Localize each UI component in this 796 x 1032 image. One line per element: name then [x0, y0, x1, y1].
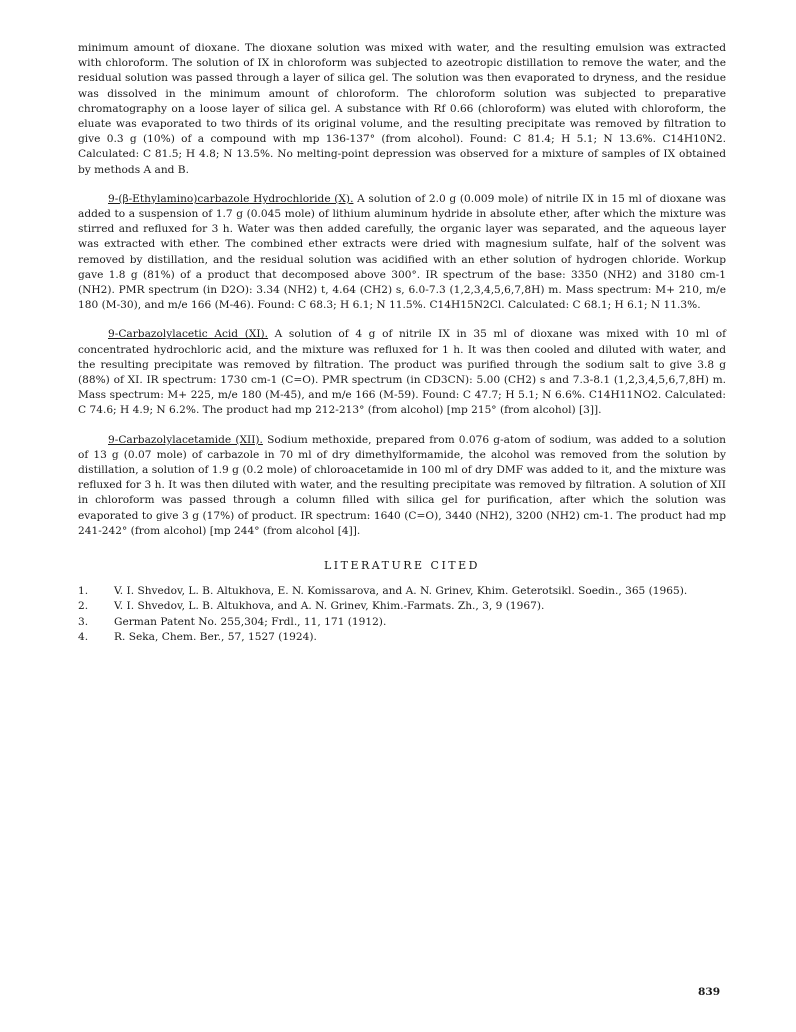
compound-heading: 9-Carbazolylacetic Acid (XI). — [108, 328, 269, 341]
paragraph-text: A solution of 4 g of nitrile IX in 35 ml of dioxane was mixed with 10 ml of concentrated hydrochloric acid, and the mixture was refluxed for 1 h. It was then cooled and diluted with water, and the resulting precipitate was removed by filtration. The product was purified through the sodium salt to give 3.8 g (88%) of XI. IR spectrum: 1730 cm-1 (C=O). PMR spectrum (in CD3CN): 5.00 (CH2) s and 7.3-8.1 (1,2,3,4,5,6,7,8H) m. Mass spectrum: M+ 225, m/e 180 (M-45), and m/e 166 (M-59). Found: C 47.7; H 5.1; N 6.6%. C14H11NO2. Calculated: C 74.6; H 4.9; N 6.2%. The product had mp 212-213° (from alcohol) [mp 215° (from alcohol) [3]]. — [78, 328, 726, 417]
reference-text: R. Seka, Chem. Ber., 57, 1527 (1924). — [114, 630, 317, 643]
paragraph-text: A solution of 2.0 g (0.009 mole) of nitrile IX in 15 ml of dioxane was added to a suspension of 1.7 g (0.045 mole) of lithium aluminum hydride in absolute ether, after which the mixture was stirred and refluxed for 3 h. Water was then added carefully, the organic layer was separated, and the aqueous layer was extracted with ether. The combined ether extracts were dried with magnesium sulfate, half of the solvent was removed by distillation, and the residual solution was acidified with an ether solution of hydrogen chloride. Workup gave 1.8 g (81%) of a product that decomposed above 300°. IR spectrum of the base: 3350 (NH2) and 3180 cm-1 (NH2). PMR spectrum (in D2O): 3.34 (NH2) t, 4.64 (CH2) s, 6.0-7.3 (1,2,3,4,5,6,7,8H) m. Mass spectrum: M+ 210, m/e 180 (M-30), and m/e 166 (M-46). Found: C 68.3; H 6.1; N 11.5%. C14H15N2Cl. Calculated: C 68.1; H 6.1; N 11.3%. — [78, 192, 726, 312]
paragraph-carbazolylacetamide — [78, 433, 726, 539]
reference-item — [78, 599, 726, 614]
paragraph-text: Sodium methoxide, prepared from 0.076 g-atom of sodium, was added to a solution of 13 g (0.07 mole) of carbazole in 70 ml of dry dimethylformamide, the alcohol was removed from the solution by distillation, a solution of 1.9 g (0.2 mole) of chloroacetamide in 100 ml of dry DMF was added to it, and the mixture was refluxed for 3 h. It was then diluted with water, and the resulting precipitate was removed by filtration. A solution of XII in chloroform was passed through a column filled with silica gel for purification, after which the solution was evaporated to give 3 g (17%) of product. IR spectrum: 1640 (C=O), 3440 (NH2), 3200 (NH2) cm-1. The product had mp 241-242° (from alcohol) [mp 244° (from alcohol [4]]. — [78, 433, 727, 537]
reference-list — [78, 584, 726, 645]
reference-number: 1. — [78, 585, 89, 598]
reference-item — [78, 615, 726, 630]
reference-number: 4. — [78, 630, 89, 643]
compound-heading: 9-Carbazolylacetamide (XII). — [108, 433, 263, 446]
page-number: 839 — [698, 986, 721, 998]
paragraph-carbazolylacetic-acid — [78, 327, 726, 418]
reference-item — [78, 630, 726, 645]
compound-heading: 9-(β-Ethylamino)carbazole Hydrochloride (X). — [108, 192, 354, 205]
reference-text: V. I. Shvedov, L. B. Altukhova, E. N. Komissarova, and A. N. Grinev, Khim. Geterotsikl. Soedin., 365 (1965). — [114, 585, 688, 598]
reference-text: V. I. Shvedov, L. B. Altukhova, and A. N. Grinev, Khim.-Farmats. Zh., 3, 9 (1967). — [114, 600, 545, 613]
paragraph-ethylaminocarbazole — [78, 192, 726, 314]
page-body — [78, 41, 726, 645]
reference-number: 2. — [78, 600, 89, 613]
paragraph-continuation — [78, 41, 726, 178]
literature-cited-title: LITERATURE CITED — [323, 559, 480, 573]
reference-text: German Patent No. 255,304; Frdl., 11, 171 (1912). — [114, 615, 387, 628]
paragraph-text: minimum amount of dioxane. The dioxane solution was mixed with water, and the resulting emulsion was extracted with chloroform. The solution of IX in chloroform was subjected to azeotropic distillation to remove the water, and the residual solution was passed through a layer of silica gel. The solution was then evaporated to dryness, and the residue was dissolved in the minimum amount of chloroform. The chloroform solution was subjected to preparative chromatography on a loose layer of silica gel. A substance with Rf 0.66 (chloroform) was eluted with chloroform, the eluate was evaporated to two thirds of its original volume, and the resulting precipitate was removed by filtration to give 0.3 g (10%) of a compound with mp 136-137° (from alcohol). Found: C 81.4; H 5.1; N 13.6%. C14H10N2. Calculated: C 81.5; H 4.8; N 13.5%. No melting-point depression was observed for a mixture of samples of IX obtained by methods A and B. — [78, 42, 726, 176]
reference-item — [78, 584, 726, 599]
reference-number: 3. — [78, 615, 89, 628]
